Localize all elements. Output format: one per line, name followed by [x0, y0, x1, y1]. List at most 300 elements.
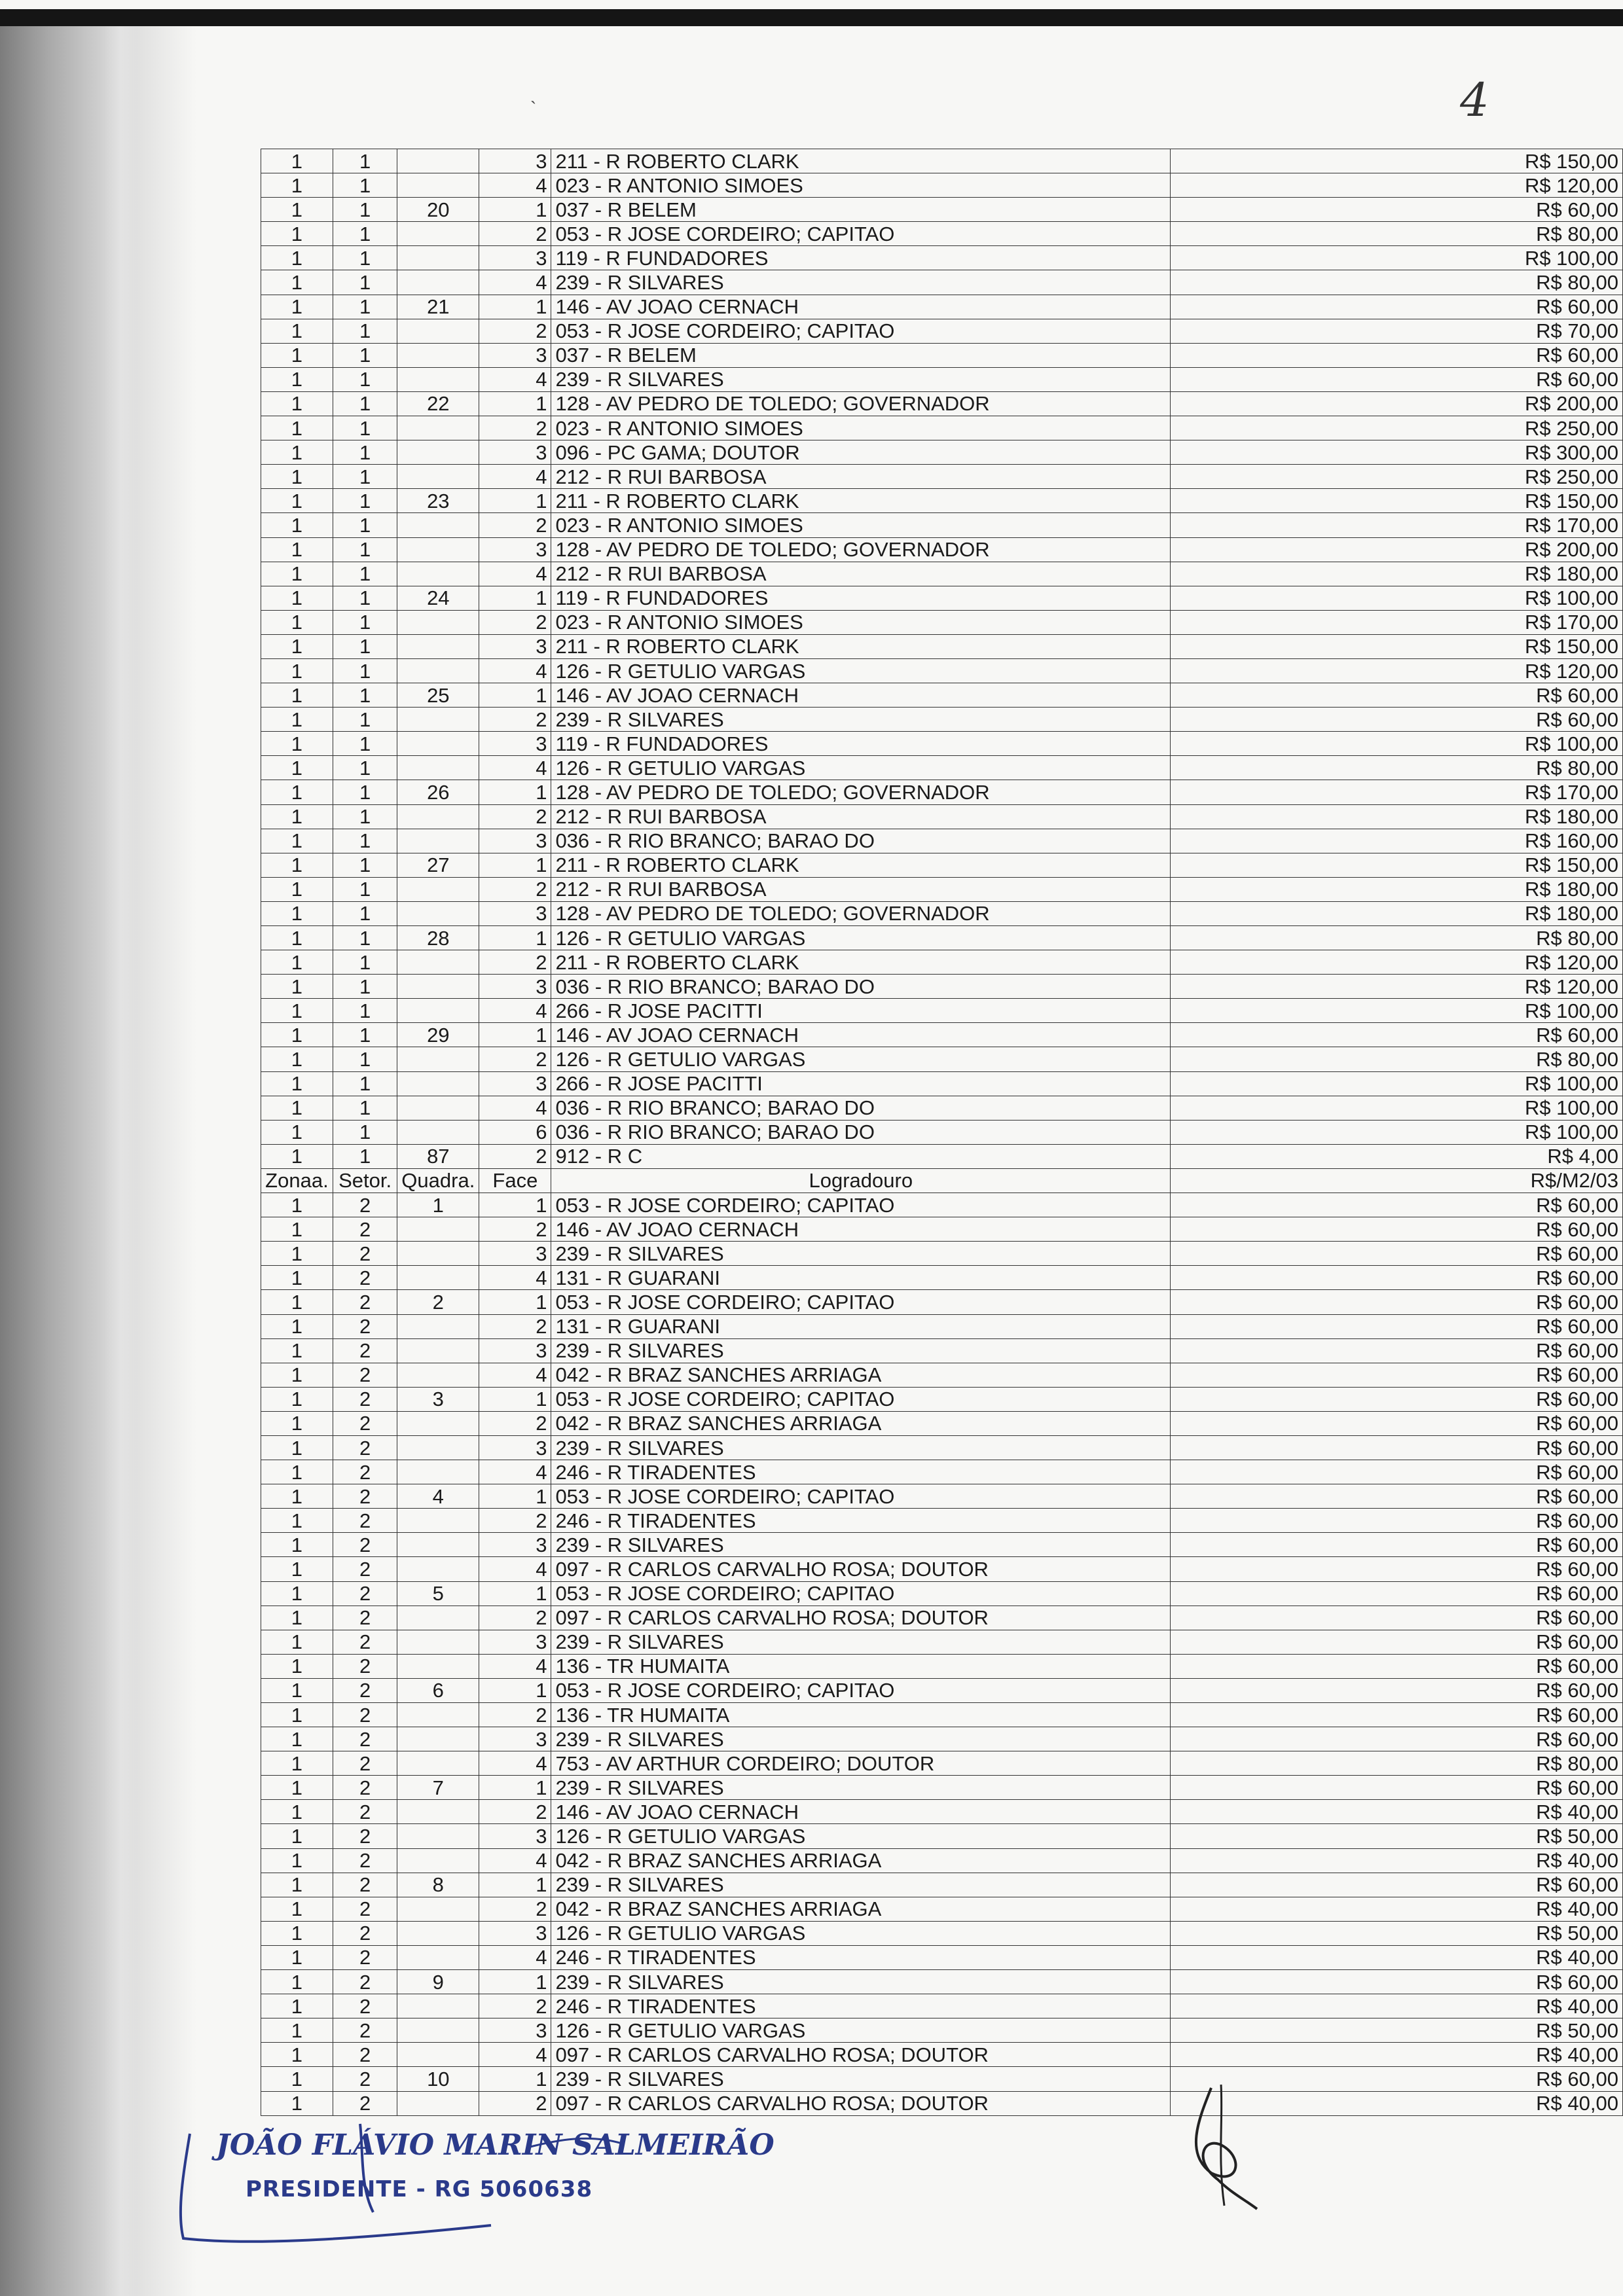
cell-valor: R$ 100,00 — [1171, 1071, 1623, 1096]
cell-logradouro: 212 - R RUI BARBOSA — [551, 804, 1171, 829]
cell-zona: 1 — [261, 537, 333, 562]
cell-valor: R$ 100,00 — [1171, 1096, 1623, 1120]
cell-valor: R$ 150,00 — [1171, 853, 1623, 877]
cell-logradouro: 239 - R SILVARES — [551, 270, 1171, 295]
cell-logradouro: 119 - R FUNDADORES — [551, 246, 1171, 270]
cell-zona: 1 — [261, 901, 333, 925]
cell-quadra — [397, 1897, 479, 1921]
cell-face: 3 — [479, 901, 551, 925]
cell-quadra — [397, 1557, 479, 1581]
table-row — [261, 1096, 1623, 1120]
cell-quadra: 28 — [397, 926, 479, 950]
cell-quadra — [397, 1848, 479, 1873]
cell-face: 1 — [479, 1970, 551, 1994]
cell-zona: 1 — [261, 999, 333, 1023]
cell-valor: R$ 200,00 — [1171, 537, 1623, 562]
cell-valor: R$ 50,00 — [1171, 1921, 1623, 1945]
table-row — [261, 1751, 1623, 1776]
cell-logradouro: 212 - R RUI BARBOSA — [551, 877, 1171, 901]
table-row — [261, 610, 1623, 634]
table-row — [261, 1290, 1623, 1314]
cell-setor: 2 — [333, 2067, 397, 2091]
table-row — [261, 1873, 1623, 1897]
cell-valor: R$ 60,00 — [1171, 1630, 1623, 1654]
cell-logradouro: 239 - R SILVARES — [551, 367, 1171, 391]
cell-valor: R$ 60,00 — [1171, 343, 1623, 367]
cell-quadra: 22 — [397, 391, 479, 416]
cell-zona: 1 — [261, 1120, 333, 1144]
cell-quadra — [397, 975, 479, 999]
cell-logradouro: 211 - R ROBERTO CLARK — [551, 489, 1171, 513]
cell-zona: 1 — [261, 1290, 333, 1314]
cell-setor: 2 — [333, 1897, 397, 1921]
cell-zona: 1 — [261, 780, 333, 804]
table-row — [261, 708, 1623, 732]
cell-setor: 1 — [333, 367, 397, 391]
cell-setor: 1 — [333, 1047, 397, 1071]
cell-face: 3 — [479, 1242, 551, 1266]
table-row — [261, 1071, 1623, 1096]
table-row — [261, 1120, 1623, 1144]
cell-setor: 2 — [333, 1970, 397, 1994]
cell-logradouro: 126 - R GETULIO VARGAS — [551, 926, 1171, 950]
cell-logradouro: 146 - AV JOAO CERNACH — [551, 683, 1171, 708]
cell-face: 6 — [479, 1120, 551, 1144]
cell-quadra — [397, 1411, 479, 1435]
table-row — [261, 950, 1623, 975]
cell-logradouro: 042 - R BRAZ SANCHES ARRIAGA — [551, 1897, 1171, 1921]
cell-quadra — [397, 416, 479, 440]
cell-quadra — [397, 610, 479, 634]
cell-logradouro: 246 - R TIRADENTES — [551, 1460, 1171, 1484]
cell-setor: 1 — [333, 222, 397, 246]
cell-zona: 1 — [261, 367, 333, 391]
cell-face: 2 — [479, 1047, 551, 1071]
cell-setor: 1 — [333, 319, 397, 343]
cell-face: 2 — [479, 1144, 551, 1168]
cell-logradouro: 042 - R BRAZ SANCHES ARRIAGA — [551, 1848, 1171, 1873]
cell-setor: 2 — [333, 2018, 397, 2043]
cell-face: 1 — [479, 295, 551, 319]
cell-face: 1 — [479, 1678, 551, 1702]
cell-quadra — [397, 1266, 479, 1290]
cell-setor: 2 — [333, 1338, 397, 1363]
table-row — [261, 1970, 1623, 1994]
cell-quadra — [397, 1824, 479, 1848]
cell-zona: 1 — [261, 1945, 333, 1969]
header-setor: Setor. — [333, 1168, 397, 1193]
scan-left-highlight — [105, 26, 137, 2296]
cell-face: 3 — [479, 246, 551, 270]
table-row — [261, 1557, 1623, 1581]
cell-valor: R$ 170,00 — [1171, 780, 1623, 804]
cell-logradouro: 136 - TR HUMAITA — [551, 1654, 1171, 1678]
cell-valor: R$ 60,00 — [1171, 1509, 1623, 1533]
cell-face: 1 — [479, 853, 551, 877]
cell-zona: 1 — [261, 804, 333, 829]
cell-valor: R$ 80,00 — [1171, 222, 1623, 246]
cell-valor: R$ 60,00 — [1171, 367, 1623, 391]
cell-quadra — [397, 1363, 479, 1387]
cell-valor: R$ 180,00 — [1171, 804, 1623, 829]
cell-zona: 1 — [261, 1509, 333, 1533]
cell-quadra: 6 — [397, 1678, 479, 1702]
cell-quadra: 10 — [397, 2067, 479, 2091]
table-row — [261, 1509, 1623, 1533]
table-row — [261, 1703, 1623, 1727]
cell-quadra — [397, 1654, 479, 1678]
cell-logradouro: 023 - R ANTONIO SIMOES — [551, 416, 1171, 440]
cell-quadra — [397, 319, 479, 343]
cell-valor: R$ 60,00 — [1171, 295, 1623, 319]
cell-logradouro: 246 - R TIRADENTES — [551, 1945, 1171, 1969]
cell-valor: R$ 120,00 — [1171, 950, 1623, 975]
cell-setor: 1 — [333, 901, 397, 925]
scan-top-edge — [0, 9, 1623, 26]
cell-quadra — [397, 732, 479, 756]
cell-valor: R$ 180,00 — [1171, 562, 1623, 586]
cell-setor: 1 — [333, 173, 397, 198]
cell-logradouro: 053 - R JOSE CORDEIRO; CAPITAO — [551, 1290, 1171, 1314]
cell-face: 2 — [479, 804, 551, 829]
cell-zona: 1 — [261, 489, 333, 513]
cell-logradouro: 912 - R C — [551, 1144, 1171, 1168]
cell-zona: 1 — [261, 1605, 333, 1630]
cell-zona: 1 — [261, 1071, 333, 1096]
cell-setor: 2 — [333, 1921, 397, 1945]
cell-face: 2 — [479, 416, 551, 440]
cell-setor: 1 — [333, 562, 397, 586]
cell-valor: R$ 60,00 — [1171, 1970, 1623, 1994]
cell-setor: 2 — [333, 2091, 397, 2115]
cell-logradouro: 131 - R GUARANI — [551, 1266, 1171, 1290]
cell-valor: R$ 100,00 — [1171, 1120, 1623, 1144]
cell-quadra — [397, 270, 479, 295]
cell-quadra: 25 — [397, 683, 479, 708]
cell-valor: R$ 70,00 — [1171, 319, 1623, 343]
cell-zona: 1 — [261, 295, 333, 319]
table-row — [261, 270, 1623, 295]
cell-zona: 1 — [261, 513, 333, 537]
cell-quadra — [397, 634, 479, 658]
cell-valor: R$ 100,00 — [1171, 586, 1623, 610]
cell-setor: 1 — [333, 732, 397, 756]
cell-logradouro: 126 - R GETULIO VARGAS — [551, 1824, 1171, 1848]
cell-logradouro: 053 - R JOSE CORDEIRO; CAPITAO — [551, 1678, 1171, 1702]
cell-setor: 2 — [333, 1581, 397, 1605]
cell-face: 2 — [479, 1897, 551, 1921]
cell-quadra — [397, 1994, 479, 2018]
cell-zona: 1 — [261, 562, 333, 586]
cell-face: 4 — [479, 1848, 551, 1873]
cell-face: 3 — [479, 1630, 551, 1654]
cell-logradouro: 053 - R JOSE CORDEIRO; CAPITAO — [551, 1387, 1171, 1411]
cell-zona: 1 — [261, 1023, 333, 1047]
cell-face: 3 — [479, 732, 551, 756]
cell-zona: 1 — [261, 1533, 333, 1557]
cell-quadra — [397, 1630, 479, 1654]
cell-setor: 1 — [333, 198, 397, 222]
table-row — [261, 295, 1623, 319]
cell-setor: 1 — [333, 1071, 397, 1096]
cell-setor: 1 — [333, 658, 397, 683]
cell-setor: 2 — [333, 1557, 397, 1581]
cell-setor: 1 — [333, 877, 397, 901]
cell-valor: R$ 40,00 — [1171, 2091, 1623, 2115]
cell-face: 1 — [479, 198, 551, 222]
cell-logradouro: 239 - R SILVARES — [551, 708, 1171, 732]
table-header — [261, 1168, 1623, 1193]
cell-valor: R$ 80,00 — [1171, 1751, 1623, 1776]
cell-logradouro: 128 - AV PEDRO DE TOLEDO; GOVERNADOR — [551, 391, 1171, 416]
cell-setor: 1 — [333, 295, 397, 319]
cell-quadra: 29 — [397, 1023, 479, 1047]
table-row — [261, 391, 1623, 416]
cell-zona: 1 — [261, 1314, 333, 1338]
cell-valor: R$ 60,00 — [1171, 1242, 1623, 1266]
table-row — [261, 416, 1623, 440]
cell-logradouro: 212 - R RUI BARBOSA — [551, 465, 1171, 489]
table-body-setor-2 — [261, 1193, 1623, 2116]
cell-valor: R$ 80,00 — [1171, 756, 1623, 780]
cell-quadra — [397, 804, 479, 829]
cell-valor: R$ 40,00 — [1171, 2043, 1623, 2067]
cell-face: 4 — [479, 367, 551, 391]
cell-valor: R$ 180,00 — [1171, 901, 1623, 925]
cell-valor: R$ 60,00 — [1171, 1023, 1623, 1047]
cell-face: 3 — [479, 1071, 551, 1096]
cell-quadra — [397, 465, 479, 489]
header-valor: R$/M2/03 — [1171, 1168, 1623, 1193]
cell-setor: 1 — [333, 756, 397, 780]
table-row — [261, 1023, 1623, 1047]
cell-face: 4 — [479, 756, 551, 780]
cell-face: 4 — [479, 999, 551, 1023]
cell-face: 1 — [479, 1387, 551, 1411]
cell-zona: 1 — [261, 756, 333, 780]
table-row — [261, 2067, 1623, 2091]
cell-quadra — [397, 367, 479, 391]
cell-zona: 1 — [261, 2091, 333, 2115]
scan-left-shadow — [0, 26, 196, 2296]
cell-zona: 1 — [261, 1703, 333, 1727]
cell-face: 1 — [479, 391, 551, 416]
cell-setor: 1 — [333, 950, 397, 975]
cell-quadra: 24 — [397, 586, 479, 610]
cell-logradouro: 128 - AV PEDRO DE TOLEDO; GOVERNADOR — [551, 901, 1171, 925]
cell-setor: 2 — [333, 1242, 397, 1266]
table-row — [261, 1047, 1623, 1071]
cell-face: 1 — [479, 489, 551, 513]
cell-zona: 1 — [261, 732, 333, 756]
cell-logradouro: 126 - R GETULIO VARGAS — [551, 658, 1171, 683]
cell-face: 1 — [479, 2067, 551, 2091]
cell-setor: 1 — [333, 1023, 397, 1047]
header-zona: Zonaa. — [261, 1168, 333, 1193]
cell-zona: 1 — [261, 2043, 333, 2067]
header-face: Face — [479, 1168, 551, 1193]
cell-logradouro: 119 - R FUNDADORES — [551, 586, 1171, 610]
cell-zona: 1 — [261, 1144, 333, 1168]
cell-setor: 1 — [333, 926, 397, 950]
table-row — [261, 901, 1623, 925]
table-row — [261, 1242, 1623, 1266]
cell-face: 1 — [479, 1484, 551, 1509]
cell-setor: 1 — [333, 513, 397, 537]
cell-logradouro: 097 - R CARLOS CARVALHO ROSA; DOUTOR — [551, 2091, 1171, 2115]
cell-setor: 1 — [333, 683, 397, 708]
cell-valor: R$ 60,00 — [1171, 1557, 1623, 1581]
cell-setor: 2 — [333, 1387, 397, 1411]
cell-valor: R$ 60,00 — [1171, 1484, 1623, 1509]
cell-setor: 2 — [333, 1945, 397, 1969]
cell-logradouro: 023 - R ANTONIO SIMOES — [551, 610, 1171, 634]
cell-setor: 1 — [333, 149, 397, 173]
table-row — [261, 658, 1623, 683]
cell-zona: 1 — [261, 246, 333, 270]
cell-valor: R$ 40,00 — [1171, 1945, 1623, 1969]
table-row — [261, 1800, 1623, 1824]
cell-setor: 1 — [333, 465, 397, 489]
cell-valor: R$ 100,00 — [1171, 246, 1623, 270]
cell-quadra — [397, 537, 479, 562]
cell-logradouro: 753 - AV ARTHUR CORDEIRO; DOUTOR — [551, 1751, 1171, 1776]
cell-logradouro: 131 - R GUARANI — [551, 1314, 1171, 1338]
cell-quadra: 20 — [397, 198, 479, 222]
cell-quadra — [397, 1921, 479, 1945]
cell-face: 2 — [479, 1994, 551, 2018]
cell-valor: R$ 60,00 — [1171, 1678, 1623, 1702]
cell-logradouro: 128 - AV PEDRO DE TOLEDO; GOVERNADOR — [551, 537, 1171, 562]
cell-setor: 2 — [333, 1727, 397, 1751]
cell-zona: 1 — [261, 440, 333, 465]
cell-zona: 1 — [261, 877, 333, 901]
table-row — [261, 1776, 1623, 1800]
signature-stamp — [164, 2114, 775, 2271]
cell-zona: 1 — [261, 391, 333, 416]
cell-valor: R$ 60,00 — [1171, 1776, 1623, 1800]
cell-setor: 2 — [333, 1314, 397, 1338]
cell-valor: R$ 40,00 — [1171, 1848, 1623, 1873]
cell-logradouro: 239 - R SILVARES — [551, 1776, 1171, 1800]
cell-quadra — [397, 1460, 479, 1484]
cell-face: 1 — [479, 780, 551, 804]
stray-mark: ` — [530, 98, 537, 118]
table-row — [261, 732, 1623, 756]
cell-face: 2 — [479, 1411, 551, 1435]
cell-zona: 1 — [261, 1776, 333, 1800]
cell-valor: R$ 80,00 — [1171, 926, 1623, 950]
cell-quadra — [397, 1703, 479, 1727]
cell-zona: 1 — [261, 658, 333, 683]
cell-face: 3 — [479, 634, 551, 658]
cell-logradouro: 211 - R ROBERTO CLARK — [551, 950, 1171, 975]
cell-logradouro: 146 - AV JOAO CERNACH — [551, 295, 1171, 319]
cell-zona: 1 — [261, 1897, 333, 1921]
cell-logradouro: 239 - R SILVARES — [551, 1630, 1171, 1654]
cell-setor: 2 — [333, 1848, 397, 1873]
table-row — [261, 1363, 1623, 1387]
cell-setor: 2 — [333, 1484, 397, 1509]
cell-setor: 1 — [333, 1144, 397, 1168]
cell-valor: R$ 60,00 — [1171, 1217, 1623, 1242]
cell-quadra — [397, 1338, 479, 1363]
cell-setor: 2 — [333, 1824, 397, 1848]
cell-logradouro: 053 - R JOSE CORDEIRO; CAPITAO — [551, 1193, 1171, 1217]
table-row — [261, 1338, 1623, 1363]
cell-valor: R$ 170,00 — [1171, 513, 1623, 537]
cell-zona: 1 — [261, 1873, 333, 1897]
cell-setor: 1 — [333, 270, 397, 295]
cell-setor: 1 — [333, 780, 397, 804]
cell-zona: 1 — [261, 1921, 333, 1945]
table-row — [261, 1144, 1623, 1168]
cell-valor: R$ 60,00 — [1171, 708, 1623, 732]
cell-setor: 2 — [333, 1363, 397, 1387]
cell-quadra: 7 — [397, 1776, 479, 1800]
table-row — [261, 1897, 1623, 1921]
cell-valor: R$ 60,00 — [1171, 1605, 1623, 1630]
table-row — [261, 634, 1623, 658]
cell-logradouro: 211 - R ROBERTO CLARK — [551, 634, 1171, 658]
cell-logradouro: 211 - R ROBERTO CLARK — [551, 149, 1171, 173]
cell-zona: 1 — [261, 683, 333, 708]
cell-zona: 1 — [261, 1411, 333, 1435]
cell-quadra — [397, 1071, 479, 1096]
cell-valor: R$ 250,00 — [1171, 416, 1623, 440]
cell-setor: 2 — [333, 1873, 397, 1897]
cell-valor: R$ 60,00 — [1171, 1727, 1623, 1751]
cell-logradouro: 036 - R RIO BRANCO; BARAO DO — [551, 1120, 1171, 1144]
cell-logradouro: 239 - R SILVARES — [551, 1242, 1171, 1266]
table-row — [261, 440, 1623, 465]
table-row — [261, 2091, 1623, 2115]
cell-setor: 1 — [333, 975, 397, 999]
cell-face: 4 — [479, 1557, 551, 1581]
cell-setor: 1 — [333, 999, 397, 1023]
cell-logradouro: 239 - R SILVARES — [551, 1435, 1171, 1460]
cell-logradouro: 246 - R TIRADENTES — [551, 1994, 1171, 2018]
cell-valor: R$ 100,00 — [1171, 732, 1623, 756]
cell-zona: 1 — [261, 1047, 333, 1071]
cell-valor: R$ 120,00 — [1171, 975, 1623, 999]
cell-face: 4 — [479, 2043, 551, 2067]
cell-setor: 2 — [333, 2043, 397, 2067]
cell-face: 4 — [479, 562, 551, 586]
table-row — [261, 222, 1623, 246]
cell-face: 2 — [479, 1314, 551, 1338]
cell-logradouro: 096 - PC GAMA; DOUTOR — [551, 440, 1171, 465]
table-row — [261, 877, 1623, 901]
cell-face: 3 — [479, 1533, 551, 1557]
cell-quadra — [397, 1945, 479, 1969]
cell-face: 2 — [479, 222, 551, 246]
cell-logradouro: 126 - R GETULIO VARGAS — [551, 2018, 1171, 2043]
cell-setor: 2 — [333, 1630, 397, 1654]
cell-setor: 2 — [333, 1654, 397, 1678]
cell-valor: R$ 170,00 — [1171, 610, 1623, 634]
cell-zona: 1 — [261, 222, 333, 246]
cell-zona: 1 — [261, 1630, 333, 1654]
cell-zona: 1 — [261, 1096, 333, 1120]
cell-logradouro: 146 - AV JOAO CERNACH — [551, 1023, 1171, 1047]
cell-face: 4 — [479, 270, 551, 295]
cell-setor: 1 — [333, 537, 397, 562]
cell-logradouro: 239 - R SILVARES — [551, 1338, 1171, 1363]
cell-quadra — [397, 1509, 479, 1533]
cell-quadra: 21 — [397, 295, 479, 319]
cell-quadra — [397, 1605, 479, 1630]
